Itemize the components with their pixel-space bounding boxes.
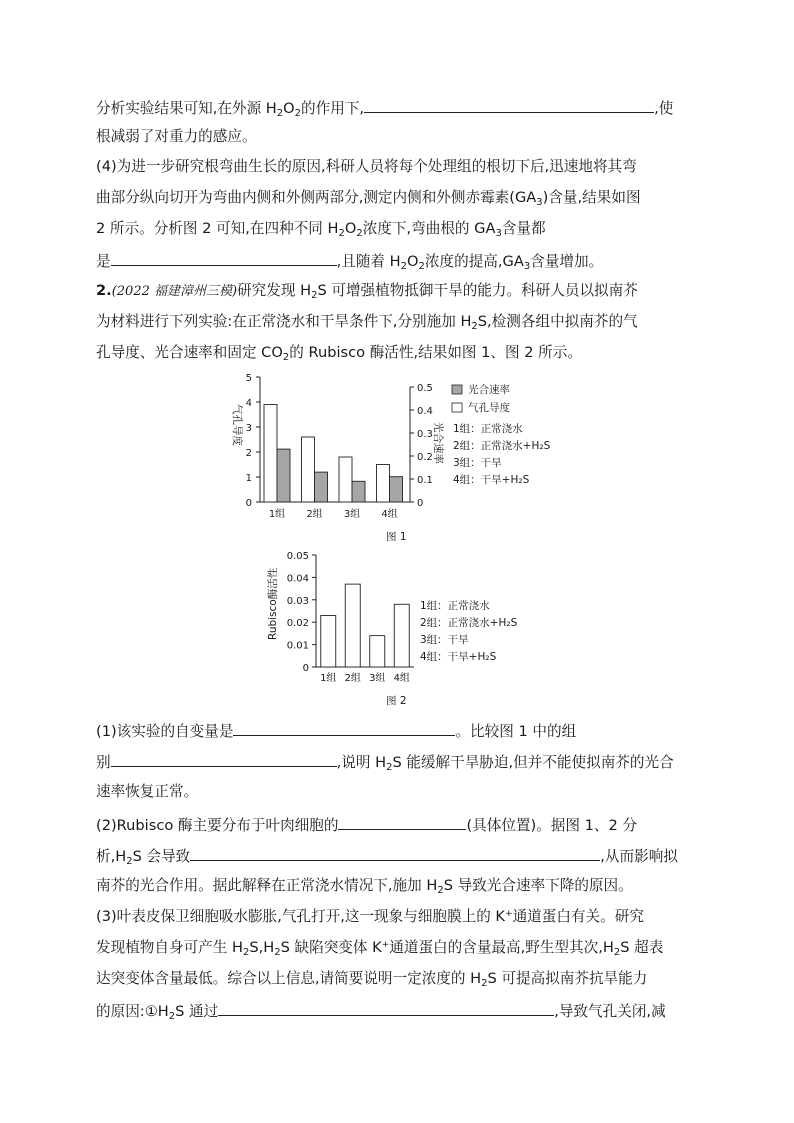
answer-blank[interactable] xyxy=(111,250,337,266)
text: 研究发现 H xyxy=(237,282,312,299)
text: 根减弱了对重力的感应。 xyxy=(96,128,257,145)
category-label: 3组 xyxy=(369,673,386,684)
text: S,H xyxy=(249,939,275,956)
category-label: 4组 xyxy=(393,673,410,684)
subscript: 2 xyxy=(400,261,408,272)
text: 浓度的提高,GA xyxy=(424,253,524,270)
figure-caption: 图 2 xyxy=(386,695,407,707)
text: S,检测各组中拟南芥的气 xyxy=(477,313,638,330)
text: ,使 xyxy=(654,100,674,117)
answer-blank[interactable] xyxy=(364,97,654,113)
tick-label: 0.02 xyxy=(286,618,309,630)
group-legend: 3组：干旱 xyxy=(453,457,502,469)
subscript: 2 xyxy=(282,352,290,363)
text: )含量,结果如图 xyxy=(542,189,641,206)
tick-label: 0 xyxy=(245,498,252,509)
answer-blank[interactable] xyxy=(111,751,337,767)
text-line xyxy=(96,97,673,119)
text: (3)叶表皮保卫细胞吸水膨胀,气孔打开,这一现象与细胞膜上的 K xyxy=(96,908,506,925)
tick-label: 0.3 xyxy=(417,429,433,440)
text-line xyxy=(96,1000,666,1022)
subscript: 2 xyxy=(294,108,302,119)
tick-label: 0.03 xyxy=(286,595,309,607)
bar-stomatal-conductance xyxy=(302,437,315,502)
text-line xyxy=(96,219,546,239)
text-line xyxy=(96,814,637,836)
category-label: 4组 xyxy=(381,509,398,520)
group-legend: 4组：干旱+H₂S xyxy=(453,474,530,486)
text: 2 所示。分析图 2 可知,在四种不同 H xyxy=(96,220,339,237)
legend-label: 气孔导度 xyxy=(468,402,510,414)
subscript: 2 xyxy=(471,321,478,332)
text-line xyxy=(96,188,641,208)
text-line xyxy=(96,250,603,272)
subscript: 2 xyxy=(168,1011,176,1022)
subscript: 3 xyxy=(536,197,543,208)
text: ,从而影响拟 xyxy=(600,848,678,865)
group-legend: 2组：正常浇水+H₂S xyxy=(420,617,518,629)
subscript: 2 xyxy=(437,885,444,896)
group-legend: 1组：正常浇水 xyxy=(420,600,490,612)
subscript: 2 xyxy=(276,108,284,119)
text: S 通过 xyxy=(175,1003,219,1020)
category-label: 2组 xyxy=(344,673,361,684)
text: 的作用下, xyxy=(301,100,365,117)
legend-swatch-stomatal xyxy=(452,403,462,412)
text: (具体位置)。据图 1、2 分 xyxy=(466,817,638,834)
figure-2-chart xyxy=(262,550,552,710)
tick-label: 0 xyxy=(302,663,309,674)
text: 通道蛋白有关。研究 xyxy=(512,908,644,925)
category-label: 2组 xyxy=(306,509,323,520)
bar-photosynthesis-rate xyxy=(277,449,290,502)
tick-label: 4 xyxy=(245,398,252,409)
tick-label: 0.5 xyxy=(417,383,433,394)
text-line xyxy=(96,938,663,958)
text: 的原因:①H xyxy=(96,1003,169,1020)
text: O xyxy=(344,220,357,237)
text-line xyxy=(96,751,674,773)
subscript: 2 xyxy=(481,978,488,989)
subscript: 2 xyxy=(242,947,250,958)
category-label: 1组 xyxy=(320,673,337,684)
text: 通道蛋白的含量最高,野生型其次,H xyxy=(389,939,614,956)
text: 曲部分纵向切开为弯曲内侧和外侧两部分,测定内侧和外侧赤霉素(GA xyxy=(96,189,537,206)
text: 孔导度、光合速率和固定 CO xyxy=(96,344,283,361)
bar-photosynthesis-rate xyxy=(352,481,365,502)
figure-caption: 图 1 xyxy=(386,531,407,543)
question-number: 2. xyxy=(96,282,112,299)
text: S 缺陷突变体 K xyxy=(280,939,382,956)
y-axis-label-left: 气孔导度 xyxy=(231,404,243,446)
bar-stomatal-conductance xyxy=(377,465,390,503)
group-legend: 4组：干旱+H₂S xyxy=(420,651,497,663)
category-label: 3组 xyxy=(343,509,361,520)
text: 别 xyxy=(96,754,111,771)
text-line xyxy=(96,876,633,896)
bar-photosynthesis-rate xyxy=(315,472,328,502)
tick-label: 0.04 xyxy=(286,573,309,585)
tick-label: 0.4 xyxy=(417,406,433,417)
answer-blank[interactable] xyxy=(190,845,600,861)
text-line xyxy=(96,720,576,742)
subscript: 3 xyxy=(495,228,502,239)
text-line xyxy=(96,281,638,302)
text: 达突变体含量最低。综合以上信息,请简要说明一定浓度的 H xyxy=(96,970,482,987)
tick-label: 5 xyxy=(245,373,252,384)
text: 发现植物自身可产生 H xyxy=(96,939,243,956)
subscript: 2 xyxy=(418,261,425,272)
subscript: 3 xyxy=(523,261,531,272)
group-legend: 2组：正常浇水+H₂S xyxy=(453,440,551,452)
text: S 可提高拟南芥抗旱能力 xyxy=(487,970,648,987)
text: 浓度下,弯曲根的 GA xyxy=(362,220,496,237)
text: ,导致气孔关闭,减 xyxy=(554,1003,666,1020)
text: S 导致光合速率下降的原因。 xyxy=(443,877,633,894)
text: 速率恢复正常。 xyxy=(96,783,199,800)
text: S 超表 xyxy=(620,939,664,956)
group-legend: 3组：干旱 xyxy=(420,634,469,646)
tick-label: 0.2 xyxy=(417,452,433,463)
text: 的 Rubisco 酶活性,结果如图 1、图 2 所示。 xyxy=(289,344,582,361)
figure-1-chart xyxy=(220,372,560,547)
text: (2)Rubisco 酶主要分布于叶肉细胞的 xyxy=(96,817,339,834)
subscript: 2 xyxy=(126,856,133,867)
bar-rubisco-activity xyxy=(394,604,409,667)
tick-label: 3 xyxy=(245,423,252,434)
tick-label: 0.1 xyxy=(417,475,433,486)
superscript: + xyxy=(381,940,390,950)
source-note: (2022 福建漳州三模) xyxy=(111,284,238,299)
subscript: 2 xyxy=(356,228,363,239)
text: ,且随着 H xyxy=(336,253,401,270)
text-line xyxy=(96,845,678,867)
answer-blank[interactable] xyxy=(338,814,466,830)
text-line xyxy=(96,969,647,989)
text: 分析实验结果可知,在外源 H xyxy=(96,100,277,117)
subscript: 2 xyxy=(386,762,393,773)
subscript: 2 xyxy=(311,290,318,301)
text: 含量增加。 xyxy=(530,253,604,270)
bar-photosynthesis-rate xyxy=(390,477,403,502)
text: (1)该实验的自变量是 xyxy=(96,723,234,740)
text-line xyxy=(96,312,638,332)
text: O xyxy=(407,253,419,270)
text: S 能缓解干旱胁迫,但并不能使拟南芥的光合 xyxy=(392,754,674,771)
text-line xyxy=(96,157,637,177)
text-line xyxy=(96,782,198,802)
category-label: 1组 xyxy=(268,509,286,520)
text-line xyxy=(96,127,257,147)
group-legend: 1组：正常浇水 xyxy=(453,423,523,435)
tick-label: 1 xyxy=(245,473,252,484)
superscript: + xyxy=(505,909,513,919)
text: (4)为进一步研究根弯曲生长的原因,科研人员将每个处理组的根切下后,迅速地将其弯 xyxy=(96,158,637,175)
bar-rubisco-activity xyxy=(321,615,336,667)
text: O xyxy=(283,100,295,117)
text: 南芥的光合作用。据此解释在正常浇水情况下,施加 H xyxy=(96,877,438,894)
y-axis-label: Rubisco酶活性 xyxy=(267,567,279,640)
answer-blank[interactable] xyxy=(233,720,455,736)
subscript: 2 xyxy=(613,947,621,958)
bar-stomatal-conductance xyxy=(264,405,277,503)
tick-label: 0.05 xyxy=(286,551,309,562)
bar-rubisco-activity xyxy=(345,584,360,667)
text: 是 xyxy=(96,253,111,270)
tick-label: 0.01 xyxy=(286,640,309,652)
text-line xyxy=(96,343,582,363)
text: S 会导致 xyxy=(132,848,191,865)
legend-swatch-photosynthesis xyxy=(452,385,462,394)
text: 含量都 xyxy=(501,220,546,237)
subscript: 2 xyxy=(338,228,345,239)
legend-label: 光合速率 xyxy=(468,384,510,396)
subscript: 2 xyxy=(274,947,281,958)
tick-label: 0 xyxy=(417,498,424,509)
text: 为材料进行下列实验:在正常浇水和干旱条件下,分别施加 H xyxy=(96,313,472,330)
bar-stomatal-conductance xyxy=(339,457,352,502)
y-axis-label-right: 光合速率 xyxy=(432,422,444,464)
text-line xyxy=(96,907,644,927)
tick-label: 2 xyxy=(245,448,252,459)
text: 析,H xyxy=(96,848,127,865)
text: 。比较图 1 中的组 xyxy=(455,723,577,740)
bar-rubisco-activity xyxy=(370,636,385,667)
text: S 可增强植物抵御干旱的能力。科研人员以拟南芥 xyxy=(317,282,638,299)
text: ,说明 H xyxy=(336,754,387,771)
answer-blank[interactable] xyxy=(218,1000,554,1016)
